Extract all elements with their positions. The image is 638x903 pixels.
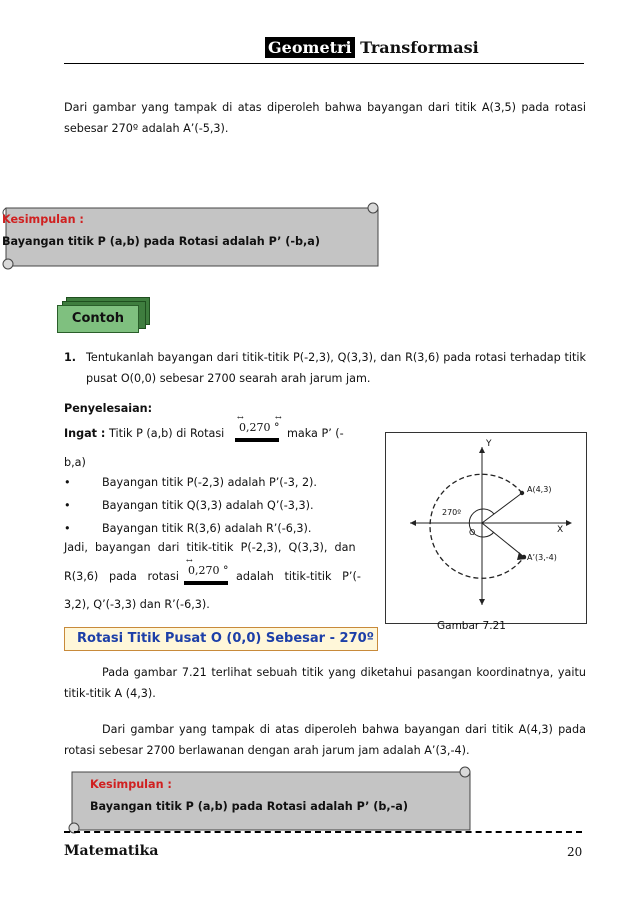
figure-caption: Gambar 7.21 — [437, 620, 506, 632]
jadi-line-2-after: adalah titik-titik P’(- — [236, 570, 361, 583]
equation-arrow-icon: ↔ — [186, 556, 193, 565]
point-a-prime-label: A’(3,-4) — [527, 553, 557, 562]
ingat-continued: b,a) — [64, 456, 86, 469]
point-a-label: A(4,3) — [527, 485, 552, 494]
kesimpulan-1-label: Kesimpulan : — [2, 213, 84, 226]
equation-bar — [235, 438, 279, 442]
rotation-equation-2 — [184, 556, 234, 583]
page-number: 20 — [567, 845, 583, 859]
section-title: Rotasi Titik Pusat O (0,0) Sebesar - 270º — [64, 627, 378, 651]
equation-value: 0,270 ° — [188, 564, 229, 577]
problem-text: Tentukanlah bayangan dari titik-titik P(-2,3), Q(3,3), dan R(3,6) pada rotasi terhadap titik pusat O(0,0) sebesar 2700 searah arah jarum jam. — [86, 351, 586, 385]
list-item: • Bayangan titik Q(3,3) adalah Q’(-3,3). — [64, 499, 314, 512]
header-title-rest: Transformasi — [360, 38, 479, 57]
page-header — [265, 38, 479, 57]
contoh-badge: Contoh — [57, 305, 139, 333]
header-title-highlight: Geometri — [265, 37, 355, 58]
kesimpulan-scroll-2 — [66, 764, 476, 834]
jadi-line-1: Jadi, bayangan dari titik-titik P(-2,3), Q(3,3), dan — [64, 541, 356, 554]
paragraph-2: Dari gambar yang tampak di atas diperoleh bahwa bayangan dari titik A(4,3) pada rotasi sebesar 2700 berlawanan dengan arah jarum jam adalah A’(3,-4). — [64, 723, 586, 757]
rotation-diagram — [386, 433, 586, 623]
rotation-equation-1 — [235, 413, 285, 440]
axis-x-label: X — [557, 525, 564, 535]
jadi-line-3: 3,2), Q’(-3,3) dan R’(-6,3). — [64, 598, 210, 611]
intro-paragraph: Dari gambar yang tampak di atas diperoleh bahwa bayangan dari titik A(3,5) pada rotasi sebesar 270º adalah A’(-5,3). — [64, 101, 586, 135]
penyelesaian-label: Penyelesaian: — [64, 402, 153, 415]
problem-number: 1. — [64, 351, 77, 364]
kesimpulan-scroll-1 — [0, 200, 384, 270]
bullet-list — [64, 472, 394, 541]
equation-arrow-icon-2: ↔ — [275, 413, 282, 422]
jadi-line-2-before: R(3,6) pada rotasi — [64, 570, 179, 583]
equation-bar — [184, 581, 228, 585]
paragraph-1: Pada gambar 7.21 terlihat sebuah titik yang diketahui pasangan koordinatnya, yaitu titik-titik A (4,3). — [64, 666, 586, 700]
ingat-text-after: maka P’ (- — [287, 427, 344, 440]
ingat-line — [64, 423, 224, 444]
origin-label: O — [469, 528, 476, 537]
header-rule — [64, 63, 584, 64]
figure-7-21 — [385, 432, 587, 624]
list-item: • Bayangan titik R(3,6) adalah R’(-6,3). — [64, 522, 312, 535]
kesimpulan-1-text: Bayangan titik P (a,b) pada Rotasi adalah P’ (-b,a) — [2, 235, 320, 248]
list-item: • Bayangan titik P(-2,3) adalah P’(-3, 2). — [64, 476, 317, 489]
ingat-text-before: Titik P (a,b) di Rotasi — [108, 427, 225, 440]
angle-label: 270º — [442, 508, 462, 517]
equation-value: 0,270 ° — [239, 421, 280, 434]
kesimpulan-2-text: Bayangan titik P (a,b) pada Rotasi adalah P’ (b,-a) — [90, 800, 408, 813]
footer-dashed-rule — [64, 831, 582, 833]
kesimpulan-2-label: Kesimpulan : — [90, 778, 172, 791]
footer-subject: Matematika — [64, 843, 159, 859]
axis-y-label: Y — [486, 439, 492, 449]
equation-arrow-icon: ↔ — [237, 413, 244, 422]
ingat-label: Ingat : — [64, 427, 106, 440]
